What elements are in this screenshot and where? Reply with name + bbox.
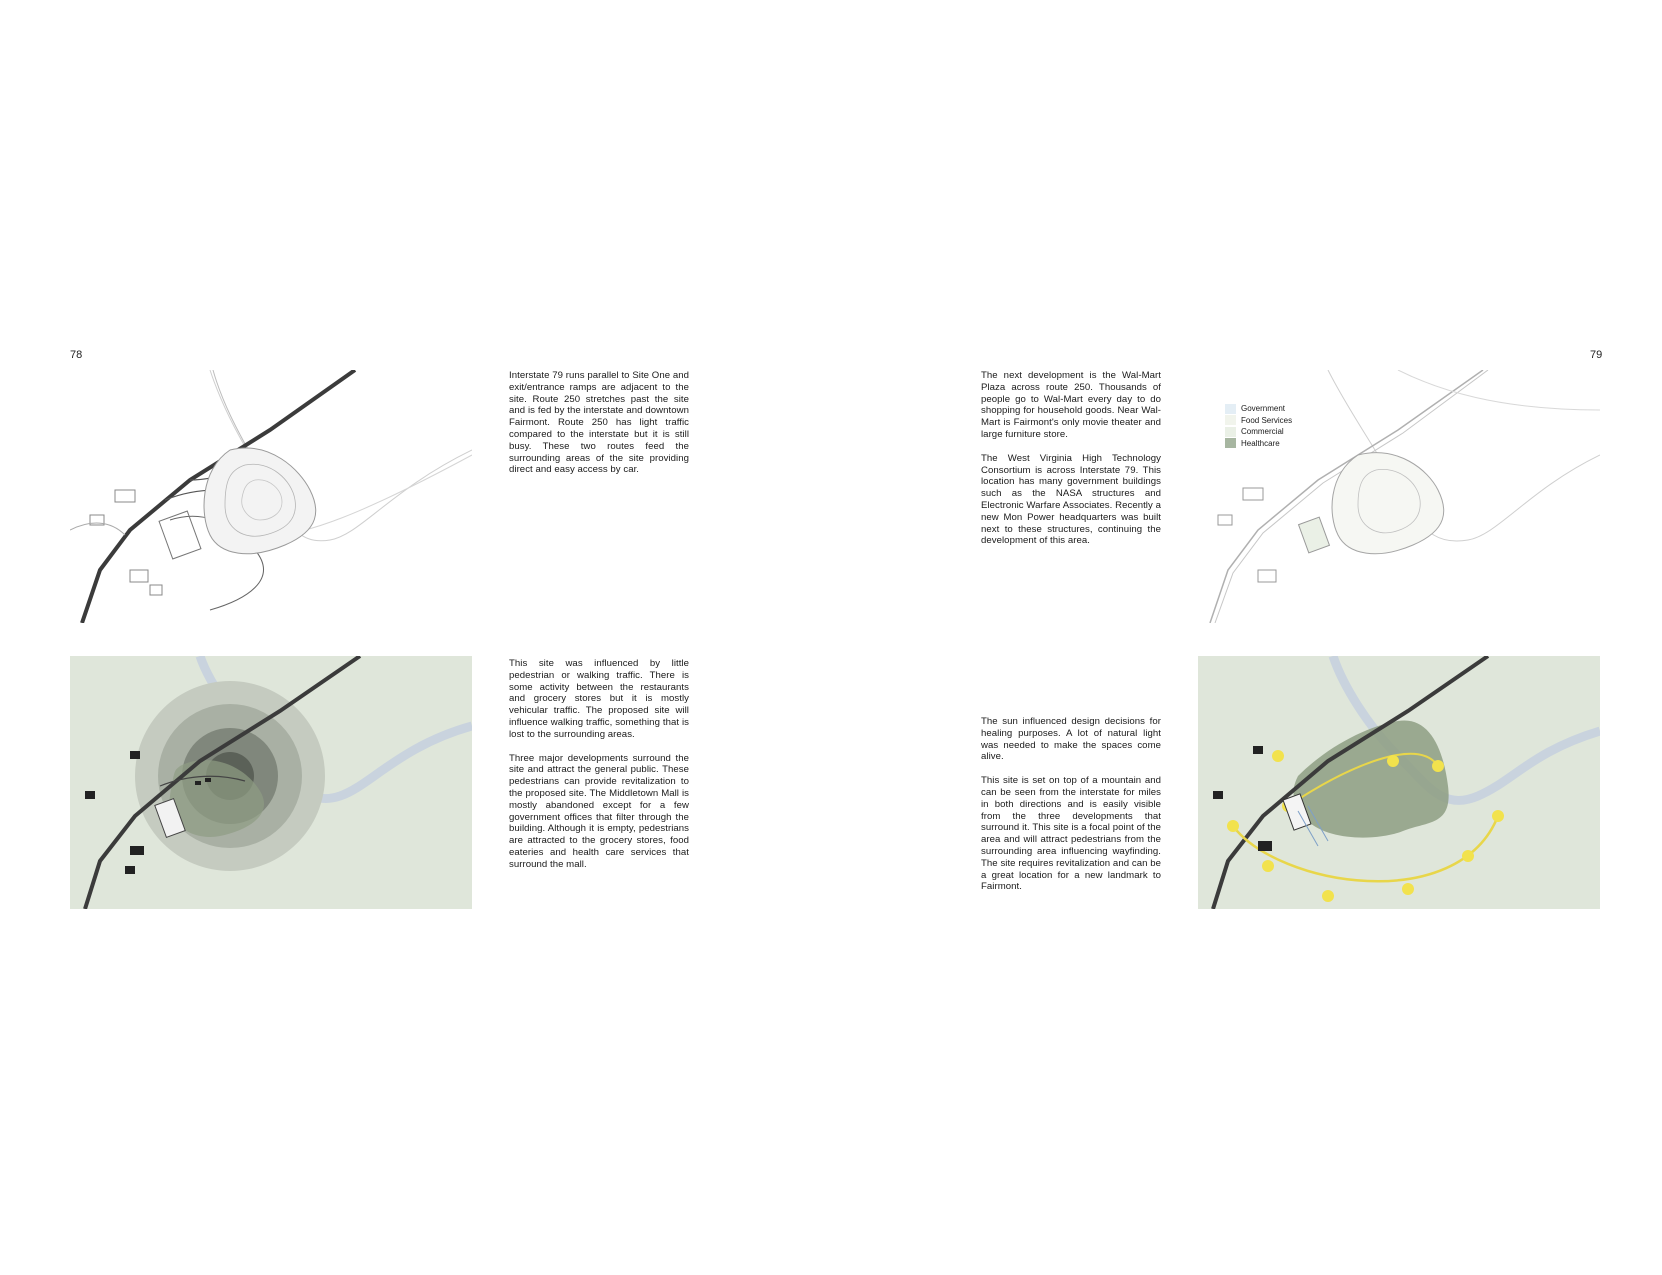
legend-swatch [1225,404,1236,414]
paragraph: This site was influenced by little pedestrian or walking traffic. There is some activity between the restaurants and grocery stores but it is mostly vehicular traffic. The proposed site will influence walking traffic, something that is lost to the surrounding areas. [509,658,689,740]
text-block-pedestrian-traffic [509,658,689,883]
legend-item-government [1225,403,1292,415]
road-access-map-drawing [70,370,472,623]
legend-swatch [1225,438,1236,448]
page-number-right: 79 [1590,349,1603,361]
paragraph: Three major developments surround the site and attract the general public. These pedestrians can provide revitalization to the proposed site. The Middletown Mall is mostly abandoned except for a few government offices that filter through the building. Although it is empty, pedestrians are attracted to the grocery stores, food eateries and health care services that surround the mall. [509,752,689,870]
sun-path-map [1198,656,1600,909]
legend-label: Commercial [1241,427,1284,436]
pedestrian-radius-map-drawing [70,656,472,909]
legend-swatch [1225,427,1236,437]
road-access-map [70,370,472,623]
legend-label: Government [1241,404,1286,413]
sun-path-map-drawing [1198,656,1600,909]
page-number-left: 78 [70,349,83,361]
legend-item-food-services [1225,415,1292,427]
text-block-road-access [509,370,689,488]
legend-item-healthcare [1225,438,1292,450]
text-block-sun-and-landmark [981,716,1161,905]
paragraph: The West Virginia High Technology Consortium is across Interstate 79. This location has many government buildings such as the NASA structures and Electronic Warfare Associates. Recently a new Mon Power headquarters was built next to these structures, continuing the development of this area. [981,452,1161,547]
paragraph: This site is set on top of a mountain and can be seen from the interstate for miles in both directions and is easily visible from the three developments that surround it. This site is a focal point of the area and will attract pedestrians from the surrounding area influencing wayfinding. The site requires revitalization and can be a great location for a new landmark to Fairmont. [981,775,1161,893]
legend-label: Food Services [1241,415,1293,425]
legend-item-commercial [1225,426,1292,438]
legend-swatch [1225,415,1236,425]
text-block-developments [981,370,1161,559]
paragraph: The next development is the Wal-Mart Plaza across route 250. Thousands of people go to Wal-Mart every day to do shopping for household goods. Near Wal-Mart is Fairmont's only movie theater and large furniture store. [981,370,1161,440]
legend-label: Healthcare [1241,438,1280,448]
paragraph: The sun influenced design decisions for healing purposes. A lot of natural light was needed to make the spaces come alive. [981,716,1161,763]
pedestrian-radius-map [70,656,472,909]
paragraph: Interstate 79 runs parallel to Site One and exit/entrance ramps are adjacent to the site. Route 250 stretches past the site and is fed by the interstate and downtown Fairmont. Route 250 has light traffic compared to the interstate but it is still busy. These two routes feed the surrounding areas of the site providing direct and easy access by car. [509,370,689,476]
land-use-legend [1225,403,1292,449]
